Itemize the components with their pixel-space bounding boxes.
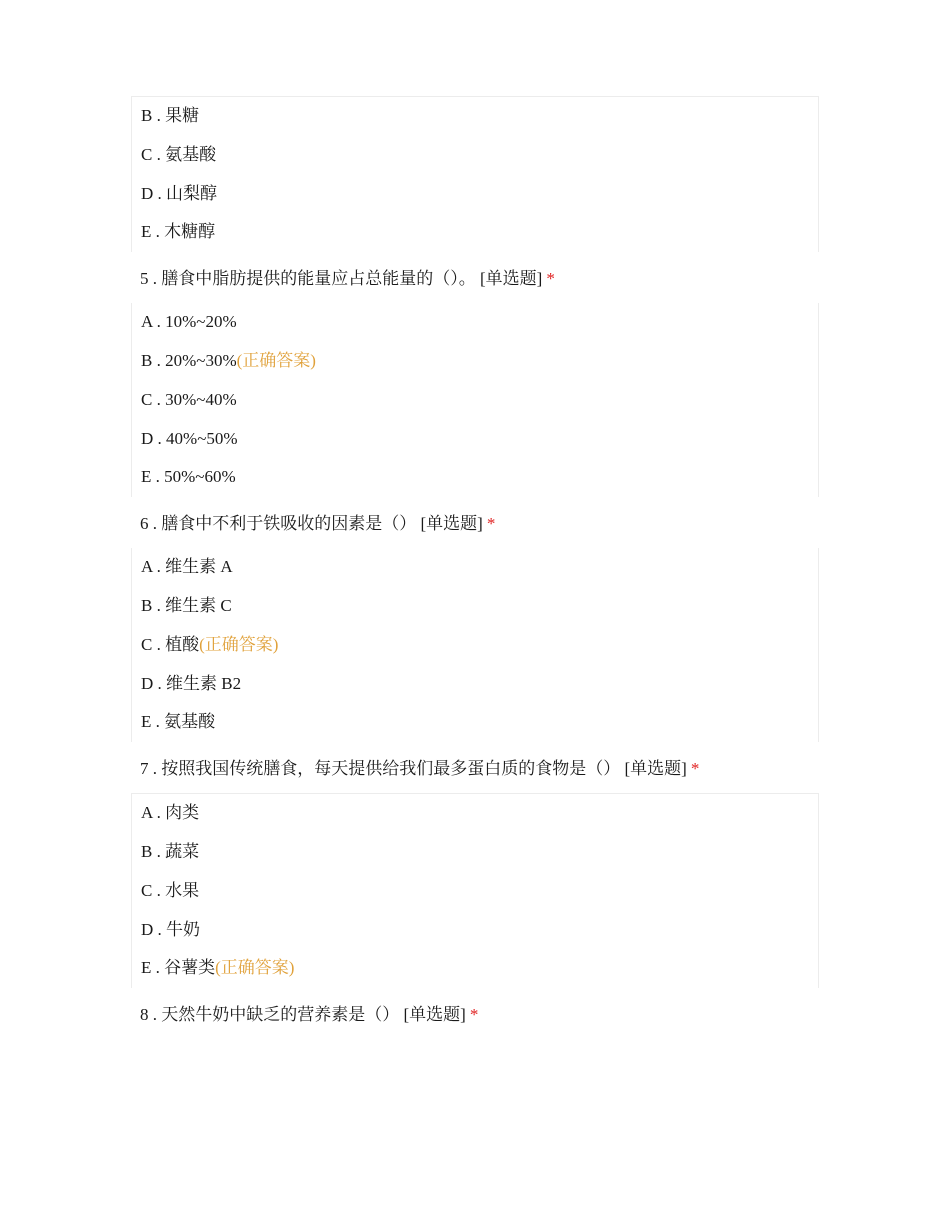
correct-answer-tag: (正确答案) <box>215 958 295 978</box>
q6-option-d: D . 维生素 B2 <box>141 673 242 693</box>
q7-option-d: D . 牛奶 <box>141 919 201 939</box>
document-body <box>131 96 819 1039</box>
q5-option-b: B . 20%~30%(正确答案) <box>141 350 316 370</box>
question-8-title: 8 . 天然牛奶中缺乏的营养素是（） [单选题] * <box>140 1005 479 1025</box>
q6-option-e: E . 氨基酸 <box>141 712 216 732</box>
question-5-title: 5 . 膳食中脂肪提供的能量应占总能量的（）。 [单选题] * <box>140 269 555 289</box>
question-6-title: 6 . 膳食中不利于铁吸收的因素是（） [单选题] * <box>140 514 496 534</box>
q4-option-c: C . 氨基酸 <box>141 144 217 164</box>
q7-option-e: E . 谷薯类(正确答案) <box>141 958 295 978</box>
q6-options <box>131 548 819 742</box>
correct-answer-tag: (正确答案) <box>199 634 279 654</box>
q4-options <box>131 96 819 252</box>
q7-option-b: B . 蔬菜 <box>141 841 200 861</box>
q7-options <box>131 793 819 988</box>
required-mark: * <box>690 759 700 779</box>
q6-option-c: C . 植酸(正确答案) <box>141 634 279 654</box>
q5-option-e: E . 50%~60% <box>141 467 236 487</box>
required-mark: * <box>486 514 496 534</box>
q5-option-a: A . 10%~20% <box>141 312 237 332</box>
correct-answer-tag: (正确答案) <box>236 350 316 370</box>
question-7-title: 7 . 按照我国传统膳食，每天提供给我们最多蛋白质的食物是（） [单选题] * <box>140 759 700 779</box>
required-mark: * <box>546 269 555 289</box>
q6-option-a: A . 维生素 A <box>141 557 233 577</box>
q5-option-c: C . 30%~40% <box>141 389 237 409</box>
q4-option-e: E . 木糖醇 <box>141 222 216 242</box>
q6-option-b: B . 维生素 C <box>141 595 232 615</box>
q5-option-d: D . 40%~50% <box>141 428 238 448</box>
required-mark: * <box>469 1005 479 1025</box>
q7-option-c: C . 水果 <box>141 880 200 900</box>
q7-option-a: A . 肉类 <box>141 803 200 823</box>
q4-option-b: B . 果糖 <box>141 106 200 125</box>
q5-options <box>131 303 819 497</box>
q4-option-d: D . 山梨醇 <box>141 183 218 203</box>
